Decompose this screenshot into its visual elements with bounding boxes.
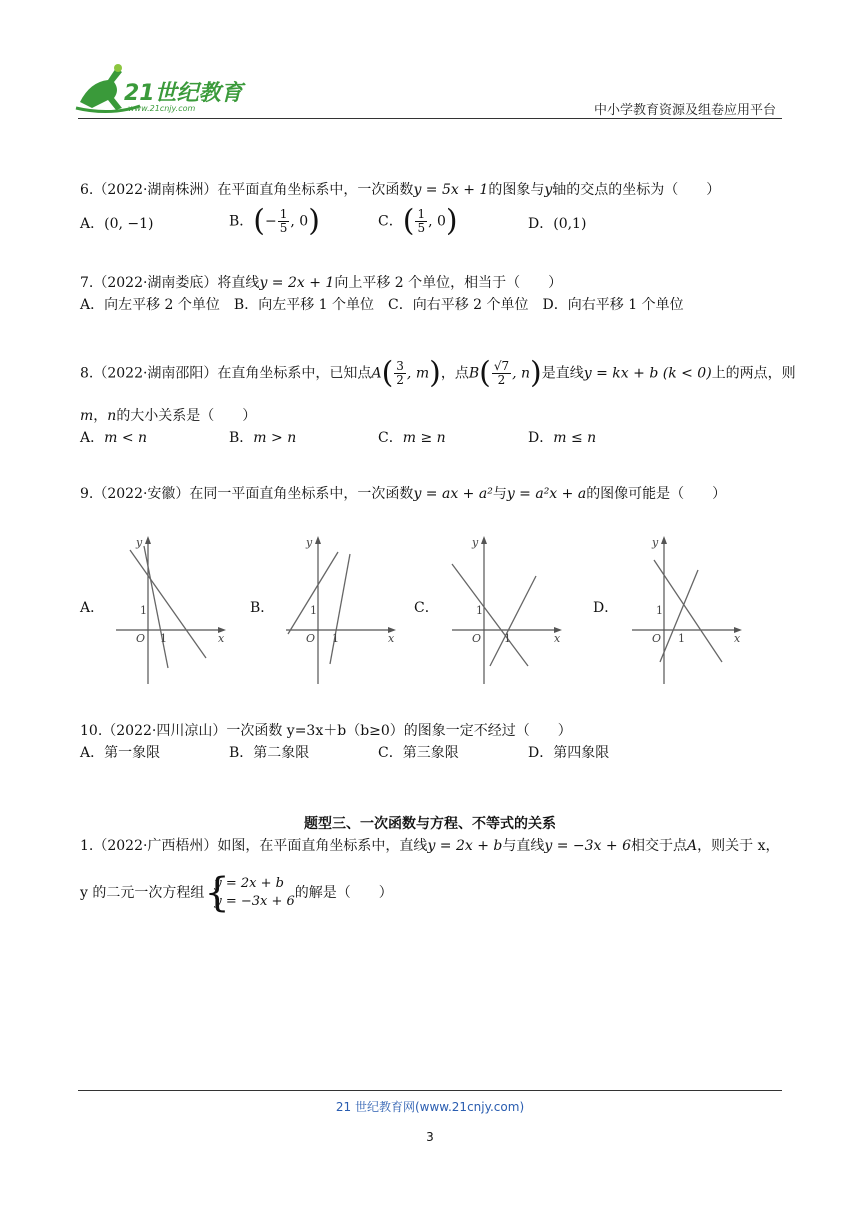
graph-b-x-label: x bbox=[388, 632, 395, 645]
s3q1-mid: 与直线 bbox=[502, 838, 545, 854]
q9-mid: 与 bbox=[492, 486, 507, 502]
q8-option-d-value: m ≤ n bbox=[553, 430, 597, 446]
graph-c-line-2 bbox=[490, 576, 536, 666]
q9-graph-b[interactable] bbox=[280, 534, 400, 688]
q7-equation: y = 2x + 1 bbox=[259, 275, 335, 291]
q8-a-rest: , m bbox=[406, 365, 430, 382]
s3q1-mid2: 相交于点 bbox=[631, 838, 687, 854]
graph-b-x-tick: 1 bbox=[332, 632, 339, 645]
q8-option-a-value: m < n bbox=[104, 430, 148, 446]
q6-option-a-label: A． bbox=[80, 216, 105, 232]
q8-a-denominator: 2 bbox=[396, 373, 404, 387]
graph-d-y-tick: 1 bbox=[656, 604, 663, 617]
site-logo bbox=[70, 62, 270, 118]
s3q1-system-eq-1: y = 2x + b bbox=[214, 876, 284, 891]
q6-option-b[interactable]: B．(− $\frac{1}{5}$ , 0) bbox=[229, 203, 320, 239]
q6-option-a[interactable] bbox=[80, 214, 154, 234]
q9-suffix: 的图像可能是（ ） bbox=[586, 486, 727, 502]
q8-option-b-value: m > n bbox=[253, 430, 297, 446]
graph-c-x-label: x bbox=[554, 632, 561, 645]
q6-option-b-denominator: 5 bbox=[279, 221, 288, 235]
q6-option-c-rest: , 0 bbox=[428, 213, 446, 230]
q6-option-d-label: D． bbox=[528, 216, 554, 232]
q6-axis: y bbox=[544, 182, 553, 198]
graph-a-y-tick: 1 bbox=[140, 604, 147, 617]
q8-separator: ， bbox=[93, 408, 108, 424]
graph-b-y-arrow-icon bbox=[315, 536, 321, 544]
graph-c-x-tick: 1 bbox=[504, 632, 511, 645]
s3q1-prefix: 1.（2022·广西梧州）如图，在平面直角坐标系中，直线 bbox=[80, 838, 428, 854]
s3q1-equation-system: { y = 2x + b y = −3x + 6 bbox=[204, 870, 295, 916]
q8-mid2: 是直线 bbox=[541, 365, 584, 382]
graph-a-x-label: x bbox=[218, 632, 225, 645]
graph-d-x-tick: 1 bbox=[678, 632, 685, 645]
section3-question-1 bbox=[80, 836, 779, 856]
q6-option-d-value: (0,1) bbox=[553, 216, 587, 232]
q8-b-numerator: √7 bbox=[493, 359, 510, 373]
q8-option-a[interactable] bbox=[80, 428, 147, 448]
graph-d-x-label: x bbox=[734, 632, 741, 645]
q9-prefix: 9.（2022·安徽）在同一平面直角坐标系中，一次函数 bbox=[80, 486, 414, 502]
q9-option-b-label[interactable]: B． bbox=[250, 600, 275, 616]
q7-prefix: 7.（2022·湖南娄底）将直线 bbox=[80, 275, 260, 291]
q8-prefix: 8.（2022·湖南邵阳）在直角坐标系中，已知点 bbox=[80, 365, 372, 382]
s3q1-line-2-suffix: 的解是（ ） bbox=[294, 885, 393, 901]
q9-option-a-label[interactable]: A． bbox=[80, 600, 105, 616]
q6-option-b-label: B． bbox=[229, 213, 254, 230]
q9-graph-a[interactable] bbox=[110, 534, 230, 688]
q8-option-b[interactable] bbox=[229, 428, 296, 448]
q6-option-a-value: (0, −1) bbox=[104, 216, 154, 232]
s3q1-equation-1: y = 2x + b bbox=[427, 838, 503, 854]
q6-option-b-rest: , 0 bbox=[290, 213, 309, 230]
q6-option-c-label: C． bbox=[378, 213, 403, 230]
question-6 bbox=[80, 180, 720, 200]
q10-option-b[interactable]: B．第二象限 bbox=[229, 745, 310, 761]
q8-option-d-label: D． bbox=[528, 430, 554, 446]
q7-suffix: 向上平移 2 个单位，相当于（ ） bbox=[334, 275, 563, 291]
q10-option-c[interactable]: C．第三象限 bbox=[378, 745, 459, 761]
footer-divider bbox=[78, 1090, 782, 1091]
section-title: 题型三、一次函数与方程、不等式的关系 bbox=[304, 816, 556, 832]
q6-option-c-numerator: 1 bbox=[417, 207, 426, 221]
q8-option-a-label: A． bbox=[80, 430, 105, 446]
graph-c-y-label: y bbox=[472, 536, 479, 549]
q9-graph-d[interactable] bbox=[626, 534, 746, 688]
question-10: 10.（2022·四川凉山）一次函数 y=3x＋b（b≥0）的图象一定不经过（ ） bbox=[80, 723, 572, 739]
q7-options[interactable]: A．向左平移 2 个单位 B．向左平移 1 个单位 C．向右平移 2 个单位 D．向右平移 1 个单位 bbox=[80, 297, 684, 313]
q8-var-n: n bbox=[107, 408, 117, 424]
graph-b-line-1 bbox=[288, 552, 338, 634]
q8-option-c-label: C． bbox=[378, 430, 403, 446]
q10-option-a[interactable]: A．第一象限 bbox=[80, 745, 161, 761]
graph-d-line-2 bbox=[660, 570, 698, 662]
q8-line-2 bbox=[80, 406, 256, 426]
q8-option-c[interactable] bbox=[378, 428, 446, 448]
question-7 bbox=[80, 273, 562, 293]
q9-option-c-label[interactable]: C． bbox=[414, 600, 439, 616]
graph-a-origin: O bbox=[136, 632, 146, 645]
q8-b-rest: , n bbox=[512, 365, 531, 382]
platform-name: 中小学教育资源及组卷应用平台 bbox=[593, 103, 776, 118]
q6-option-c[interactable]: C．( $\frac{1}{5}$ , 0) bbox=[378, 203, 458, 239]
graph-c-y-arrow-icon bbox=[481, 536, 487, 544]
s3q1-point: A bbox=[687, 838, 698, 854]
graph-d-origin: O bbox=[652, 632, 662, 645]
q9-option-d-label[interactable]: D． bbox=[593, 600, 619, 616]
q9-equation-1: y = ax + a² bbox=[413, 486, 493, 502]
graph-a-y-arrow-icon bbox=[145, 536, 151, 544]
graph-a-y-label: y bbox=[136, 536, 143, 549]
q9-graph-c[interactable] bbox=[446, 534, 566, 688]
q8-line-2-rest: 的大小关系是（ ） bbox=[116, 408, 257, 424]
graph-b-origin: O bbox=[306, 632, 316, 645]
graph-c-origin: O bbox=[472, 632, 482, 645]
q8-point-b: B bbox=[468, 365, 480, 382]
s3q1-suffix: ，则关于 x， bbox=[697, 838, 780, 854]
graph-b-line-2 bbox=[330, 554, 350, 664]
q8-point-a: A bbox=[371, 365, 382, 382]
q6-equation: y = 5x + 1 bbox=[413, 182, 489, 198]
header-divider bbox=[78, 118, 782, 119]
question-9 bbox=[80, 484, 726, 504]
q8-a-numerator: 3 bbox=[396, 359, 404, 373]
q10-option-d[interactable]: D．第四象限 bbox=[528, 745, 610, 761]
graph-d-y-label: y bbox=[652, 536, 659, 549]
q6-suffix: 轴的交点的坐标为（ ） bbox=[552, 182, 721, 198]
q9-equation-2: y = a²x + a bbox=[506, 486, 587, 502]
graph-b-y-tick: 1 bbox=[310, 604, 317, 617]
q6-option-c-denominator: 5 bbox=[417, 221, 426, 235]
logo-text: 21世纪教育 bbox=[124, 81, 243, 106]
graph-b-y-label: y bbox=[306, 536, 313, 549]
footer-link[interactable]: 21 世纪教育网(www.21cnjy.com) bbox=[335, 1100, 525, 1114]
q8-b-denominator: 2 bbox=[497, 373, 506, 387]
logo-url: www.21cnjy.com bbox=[128, 104, 196, 113]
q8-suffix: 上的两点，则 bbox=[711, 365, 796, 382]
q6-option-b-sign: − bbox=[265, 213, 277, 230]
q6-option-d[interactable] bbox=[528, 214, 586, 234]
q6-mid: 的图象与 bbox=[488, 182, 545, 198]
s3q1-system-eq-2: y = −3x + 6 bbox=[214, 894, 295, 909]
graph-c-y-tick: 1 bbox=[476, 604, 483, 617]
page-number: 3 bbox=[426, 1130, 434, 1144]
q6-prefix: 6.（2022·湖南株洲）在平面直角坐标系中，一次函数 bbox=[80, 182, 414, 198]
q8-option-b-label: B． bbox=[229, 430, 254, 446]
q8-var-m: m bbox=[80, 408, 94, 424]
q8-option-d[interactable] bbox=[528, 428, 596, 448]
q8-equation: y = kx + b (k < 0) bbox=[583, 365, 712, 382]
graph-a-x-tick: 1 bbox=[160, 632, 167, 645]
graph-d-y-arrow-icon bbox=[661, 536, 667, 544]
s3q1-equation-2: y = −3x + 6 bbox=[544, 838, 631, 854]
question-8: 8.（2022·湖南邵阳）在直角坐标系中，已知点A( $\frac{3}{2}$ , m)，点B( $\frac{√7}{2}$ , n)是直线y = kx + b (k < 0)上的两点，则 bbox=[80, 355, 796, 391]
s3q1-line-2-prefix: y 的二元一次方程组 bbox=[80, 885, 205, 901]
q6-option-b-numerator: 1 bbox=[279, 207, 288, 221]
q8-option-c-value: m ≥ n bbox=[402, 430, 446, 446]
q8-mid: ，点 bbox=[440, 365, 469, 382]
s3q1-line-2 bbox=[80, 870, 393, 916]
